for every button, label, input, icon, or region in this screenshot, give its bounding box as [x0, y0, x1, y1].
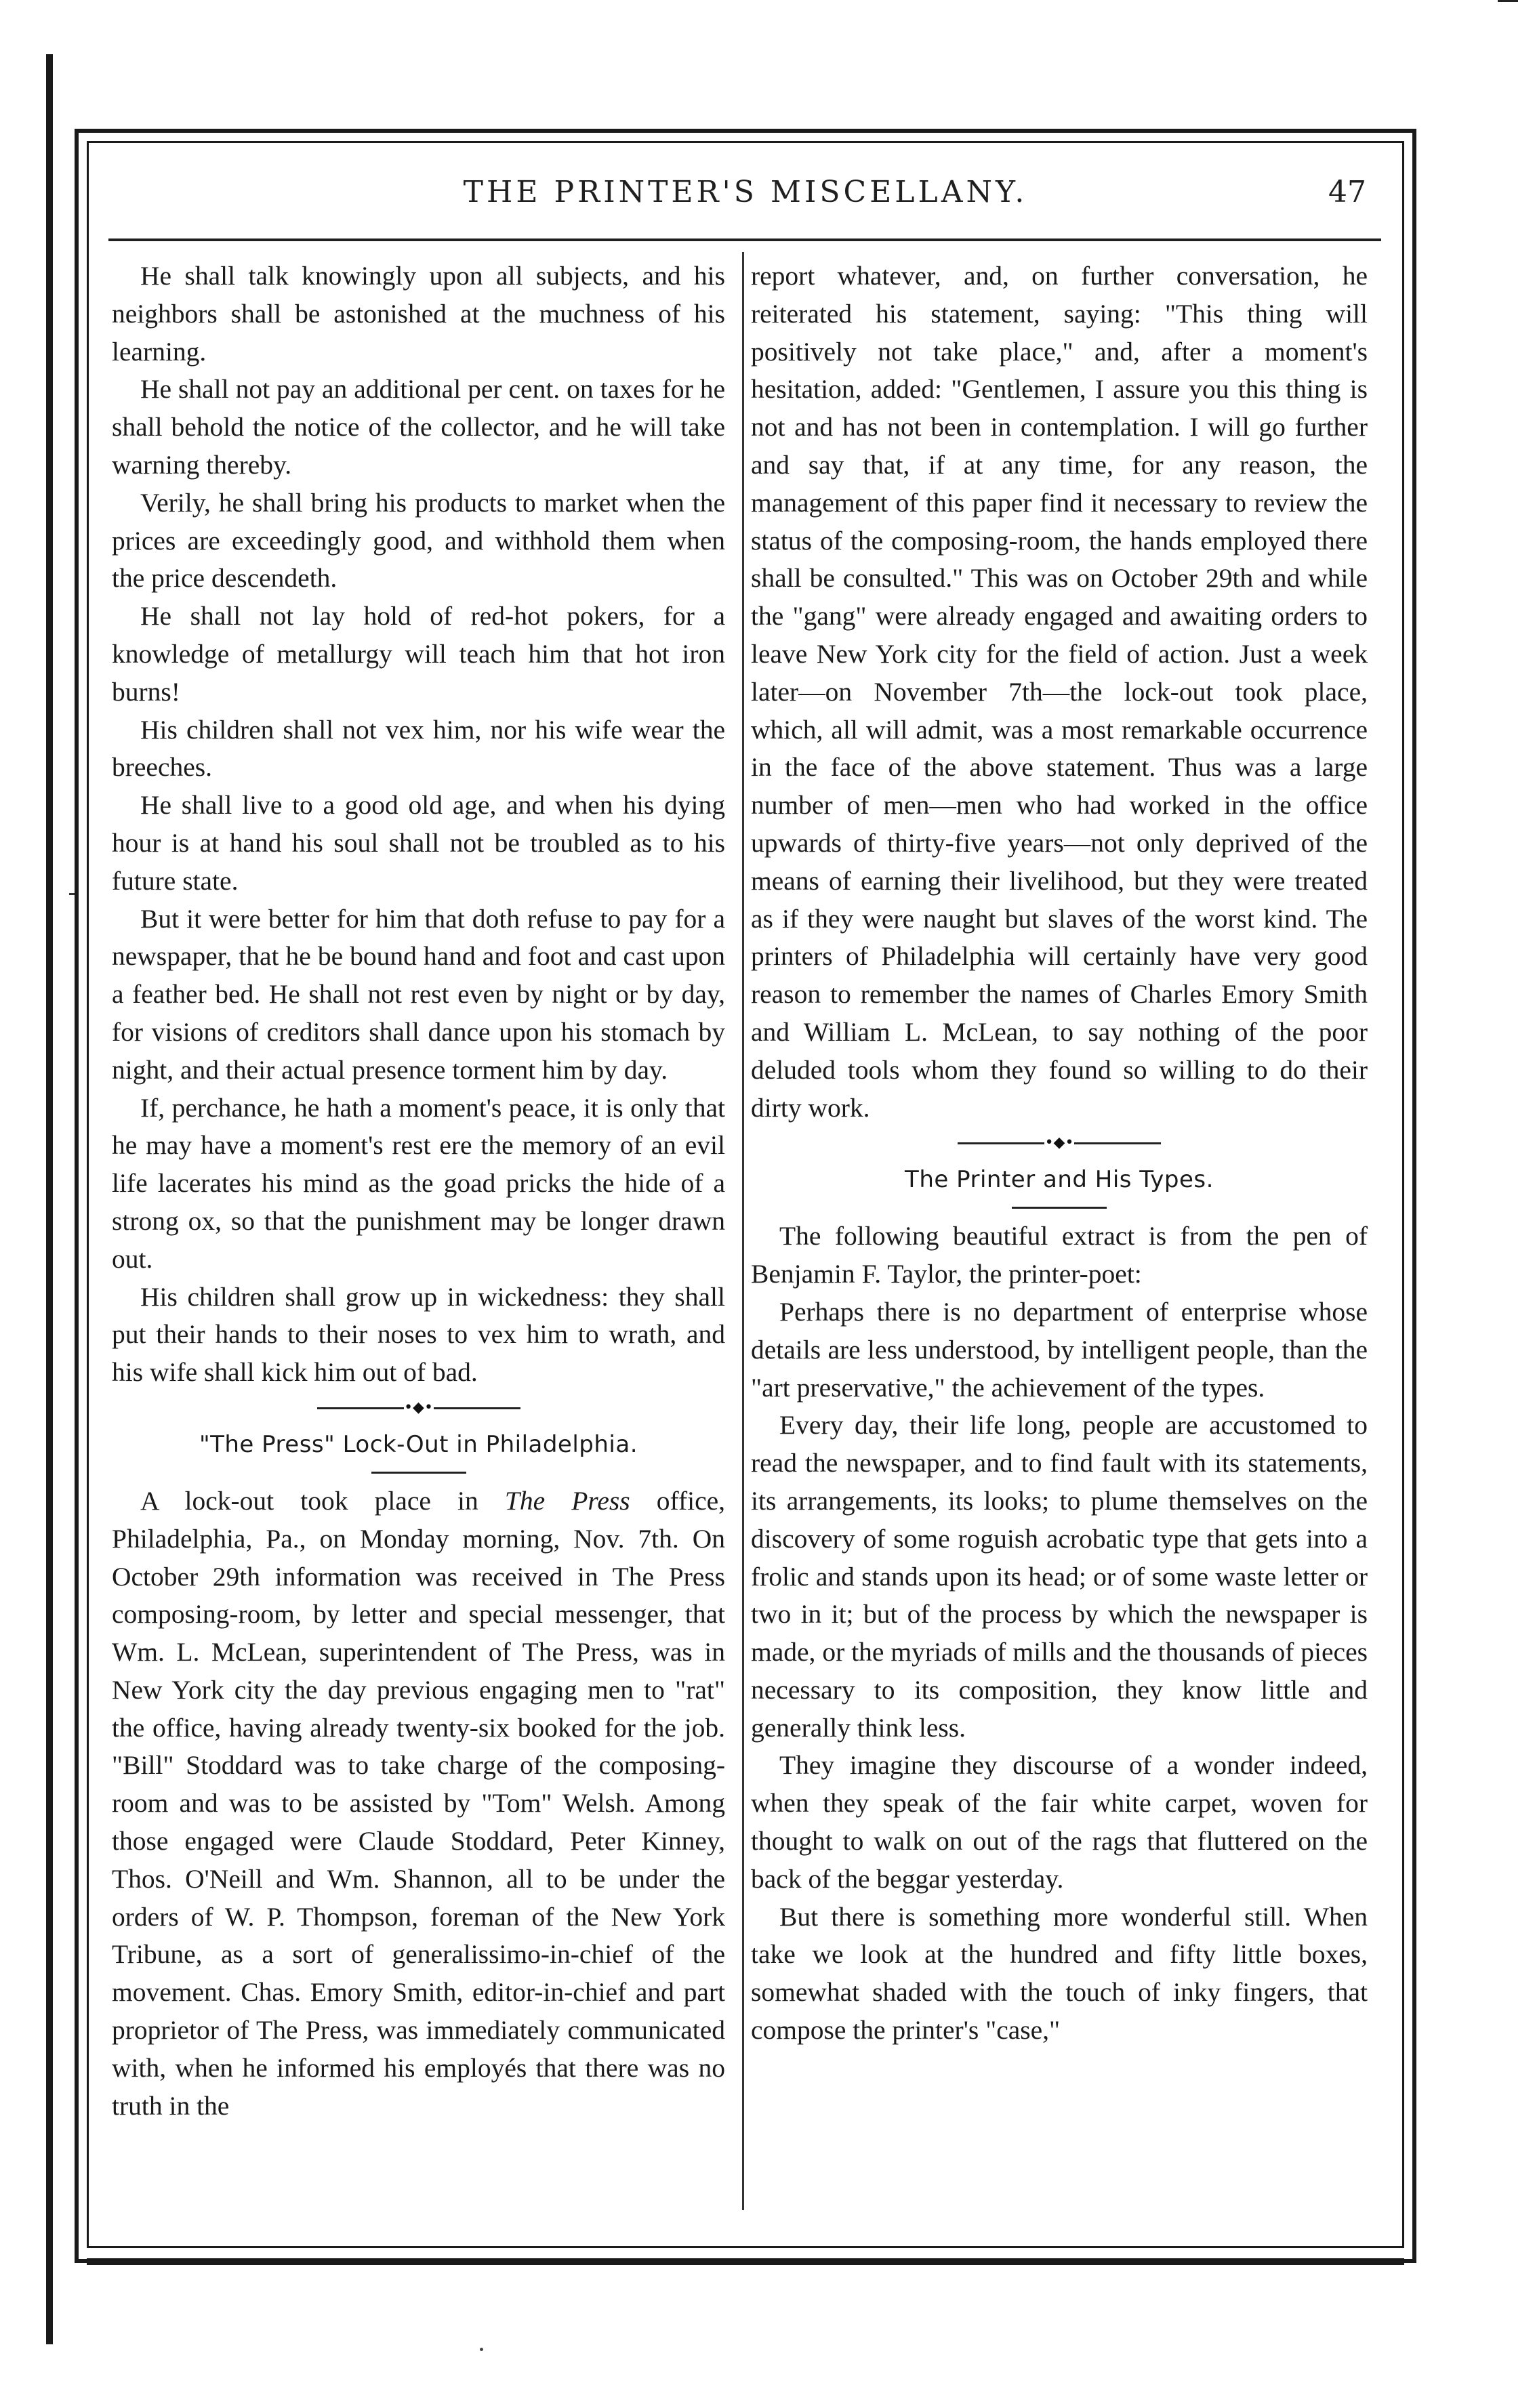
corner-mark — [1498, 0, 1518, 2]
left-column — [112, 257, 725, 2125]
paragraph: They imagine they discourse of a wonder indeed, when they speak of the fair white carpet, woven for thought to walk on out of the rags that fluttered on the back of the beggar yesterday. — [751, 1750, 1368, 1894]
paragraph: He shall not lay hold of red-hot pokers, for a knowledge of metallurgy will teach him that hot iron burns! — [112, 601, 725, 707]
binding-edge-mark — [46, 54, 53, 2344]
lockout-text-start: A lock-out took place in — [140, 1485, 505, 1516]
paragraph: His children shall grow up in wickedness: they shall put their hands to their noses to vex him to wrath, and his wife shall kick him out of bad. — [112, 1281, 725, 1388]
italic-publication-name: The Press — [504, 1485, 630, 1516]
section-heading-press-lockout: "The Press" Lock-Out in Philadelphia. — [199, 1430, 638, 1458]
ornament-glyph: •◆• — [404, 1398, 433, 1416]
running-header — [115, 175, 1376, 222]
paragraph: Verily, he shall bring his products to market when the prices are exceedingly good, and withhold them when the price descendeth. — [112, 487, 725, 594]
speck-mark — [480, 2348, 483, 2351]
heading-rule — [112, 1464, 725, 1482]
paragraph: He shall not pay an additional per cent. on taxes for he shall behold the notice of the collector, and he will take warning thereby. — [112, 374, 725, 480]
section-ornament — [751, 1127, 1368, 1161]
heading-rule — [751, 1199, 1368, 1218]
heading-rule-line — [1012, 1207, 1107, 1209]
continued-paragraph: report whatever, and, on further conversation, he reiterated his statement, saying: "This thing will positively not take place," and, after a moment's hesitation, added: "Gentlemen, I assure you this thing is not and has not been in contemplation. I will go further and say that, if at any time, for any reason, the management of this paper find it necessary to review the status of the composing-room, the hands employed there shall be consulted." This was on October 29th and while the "gang" were already engaged and awaiting orders to leave New York city for the field of action. Just a week later—on November 7th—the lock-out took place, which, all will admit, was a most remarkable occurrence in the face of the above statement. Thus was a large number of men—men who had worked in the office upwards of thirty-five years—not only deprived of the means of earning their livelihood, but they were treated as if they were naught but slaves of the worst kind. The printers of Philadelphia will certainly have very good reason to remember the names of Charles Emory Smith and William L. McLean, to say nothing of the poor deluded tools whom they found so willing to do their dirty work. — [751, 261, 1368, 1123]
right-column — [751, 257, 1368, 2050]
paragraph: He shall talk knowingly upon all subjects, and his neighbors shall be astonished at the muchness of his learning. — [112, 261, 725, 367]
paragraph: Every day, their life long, people are accustomed to read the newspaper, and to find fault with its statements, its arrangements, its looks; to plume themselves on the discovery of some roguish acrobatic type that gets into a frolic and stands upon its head; or of some waste letter or two in it; but of the process by which the newspaper is made, or the myriads of mills and the thousands of pieces necessary to its composition, they know little and generally think less. — [751, 1410, 1368, 1743]
header-rule — [108, 238, 1381, 241]
ornament-glyph: •◆• — [1044, 1134, 1074, 1152]
section-heading-printer-types: The Printer and His Types. — [905, 1166, 1214, 1194]
column-divider — [742, 252, 744, 2210]
lockout-text-rest: office, Philadelphia, Pa., on Monday morning, Nov. 7th. On October 29th information was received in The Press composing-room, by letter and special messenger, that Wm. L. McLean, superintendent of The Press, was in New York city the day previous engaging men to "rat" the office, having already twenty-six booked for the job. "Bill" Stoddard was to take charge of the composing-room and was to be assisted by "Tom" Welsh. Among those engaged were Claude Stoddard, Peter Kinney, Thos. O'Neill and Wm. Shannon, all to be under the orders of W. P. Thompson, foreman of the New York Tribune, as a sort of generalissimo-in-chief of the movement. Chas. Emory Smith, editor-in-chief and part proprietor of The Press, was immediately communicated with, when he informed his employés that there was no truth in the — [112, 1485, 726, 2121]
publication-title: THE PRINTER'S MISCELLANY. — [463, 175, 1028, 209]
paragraph: If, perchance, he hath a moment's peace, it is only that he may have a moment's rest ere the memory of an evil life lacerates his mind as the goad pricks the hide of a strong ox, so that the punishment may be longer drawn out. — [112, 1092, 725, 1274]
heading-rule-line — [371, 1472, 466, 1474]
paragraph: But it were better for him that doth refuse to pay for a newspaper, that he be bound hand and foot and cast upon a feather bed. He shall not rest even by night or by day, for visions of creditors shall dance upon his stomach by night, and their actual presence torment him by day. — [112, 903, 725, 1085]
lockout-paragraph — [112, 1482, 725, 2125]
paragraph: Perhaps there is no department of enterprise whose details are less understood, by intelligent people, than the "art preservative," the achievement of the types. — [751, 1296, 1368, 1403]
paragraph: He shall live to a good old age, and when his dying hour is at hand his soul shall not be troubled as to his future state. — [112, 790, 725, 896]
margin-mark — [69, 893, 75, 895]
paragraph: But there is something more wonderful still. When take we look at the hundred and fifty little boxes, somewhat shaded with the touch of inky fingers, that compose the printer's "case," — [751, 1901, 1368, 2046]
paragraph: The following beautiful extract is from the pen of Benjamin F. Taylor, the printer-poet: — [751, 1221, 1368, 1289]
paragraph: His children shall not vex him, nor his wife wear the breeches. — [112, 714, 725, 783]
page-number: 47 — [1328, 175, 1366, 209]
section-ornament — [112, 1392, 725, 1426]
